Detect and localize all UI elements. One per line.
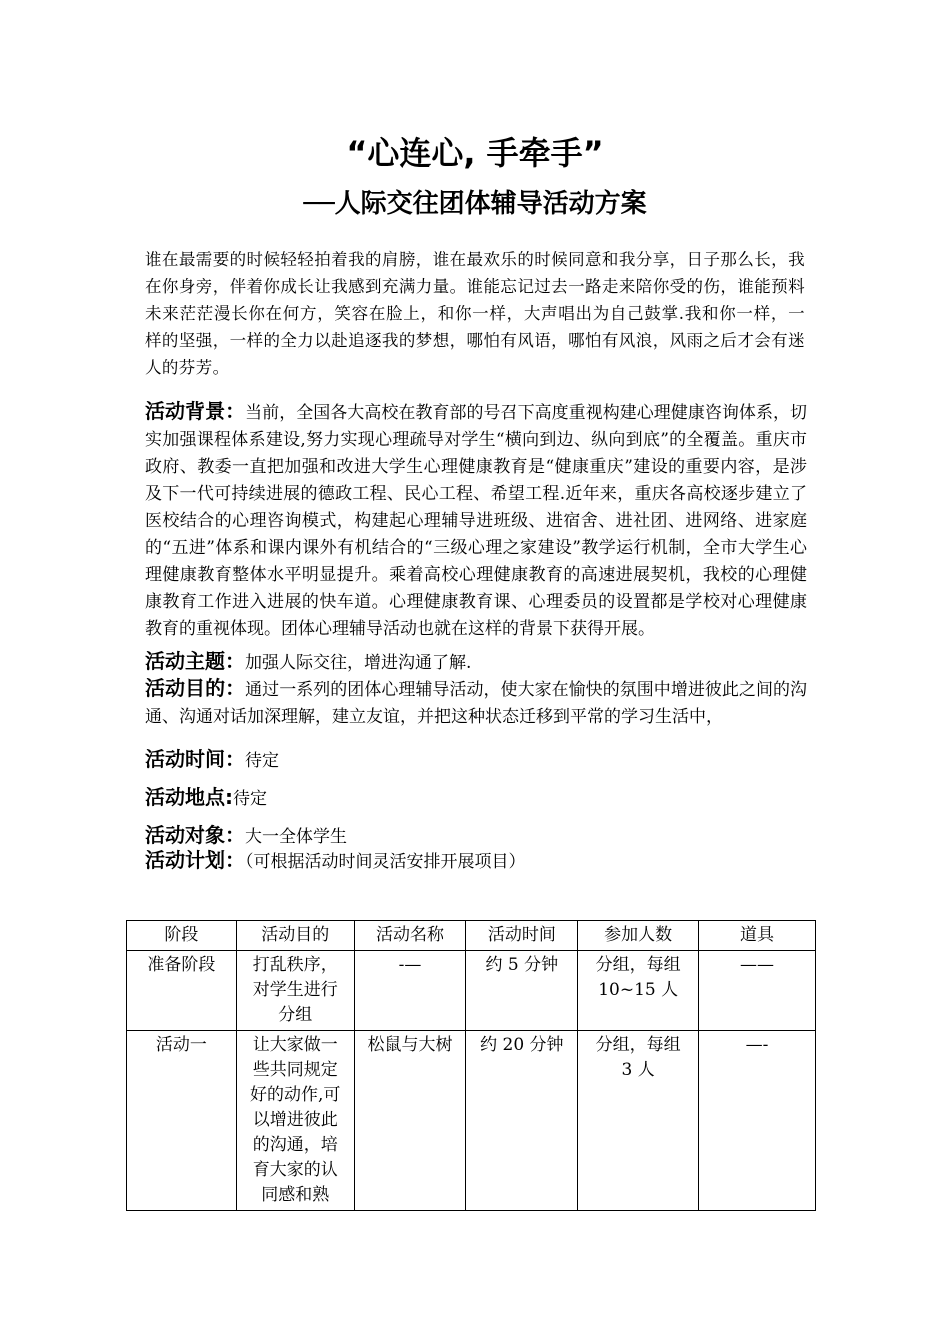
header-cell-purpose: 活动目的 — [236, 921, 354, 951]
intro-poem: 谁在最需要的时候轻轻拍着我的肩膀，谁在最欢乐的时候同意和我分享，日子那么长，我在你身旁，伴着你成长让我感到充满力量。谁能忘记过去一路走来陪你受的伤，谁能预料未来茫茫漫长你在何方，笑容在脸上，和你一样，大声唱出为自己鼓掌.我和你一样，一样的坚强，一样的全力以赴追逐我的梦想，哪怕有风语，哪怕有风浪，风雨之后才会有迷人的芬芳。 — [145, 250, 805, 377]
table-cell: 约 5 分钟 — [466, 951, 578, 1031]
table-header-row — [127, 921, 816, 951]
header-cell-props: 道具 — [699, 921, 816, 951]
table-cell: 分组，每组 10~15 人 — [578, 951, 699, 1031]
section-background — [145, 398, 807, 643]
header-cell-participants: 参加人数 — [578, 921, 699, 951]
header-cell-stage: 阶段 — [127, 921, 237, 951]
plan-label: 活动计划： — [145, 848, 245, 872]
table-cell: 分组，每组 3 人 — [578, 1031, 699, 1211]
plan-text: （可根据活动时间灵活安排开展项目） — [245, 852, 526, 872]
purpose-label: 活动目的： — [145, 676, 246, 700]
header-cell-time: 活动时间 — [466, 921, 578, 951]
table-cell: 打乱秩序，对学生进行分组 — [236, 951, 354, 1031]
section-place — [145, 784, 807, 813]
document-subtitle: ──人际交往团体辅导活动方案 — [303, 189, 647, 219]
header-cell-name: 活动名称 — [354, 921, 466, 951]
place-text: 待定 — [233, 789, 267, 809]
audience-text: 大一全体学生 — [245, 827, 347, 847]
table-row — [127, 951, 816, 1031]
section-plan — [145, 847, 807, 876]
section-theme — [145, 648, 807, 677]
time-label: 活动时间： — [145, 747, 245, 771]
purpose-text: 通过一系列的团体心理辅导活动，使大家在愉快的氛围中增进彼此之间的沟通、沟通对话加深理解，建立友谊，并把这种状态迁移到平常的学习生活中， — [145, 680, 808, 727]
theme-label: 活动主题： — [145, 649, 245, 673]
section-purpose — [145, 675, 807, 731]
table-cell: 准备阶段 — [127, 951, 237, 1031]
table-cell: -— — [354, 951, 466, 1031]
table-cell: —— — [699, 951, 816, 1031]
table-cell: 约 20 分钟 — [466, 1031, 578, 1211]
table-row — [127, 1031, 816, 1211]
time-text: 待定 — [245, 751, 279, 771]
section-time — [145, 746, 807, 775]
table-cell: 活动一 — [127, 1031, 237, 1211]
document-title: “心连心, 手牵手” — [346, 134, 604, 172]
theme-text: 加强人际交往，增进沟通了解. — [245, 653, 472, 673]
audience-label: 活动对象： — [145, 823, 245, 847]
background-text: 当前，全国各大高校在教育部的号召下高度重视构建心理健康咨询体系，切实加强课程体系建设,努力实现心理疏导对学生“横向到边、纵向到底”的全覆盖。重庆市政府、教委一直把加强和改进大学生心理健康教育是“健康重庆”建设的重要内容，是涉及下一代可持续进展的德政工程、民心工程、希望工程.近年来，重庆各高校逐步建立了医校结合的心理咨询模式，构建起心理辅导进班级、进宿舍、进社团、进网络、进家庭的“五进”体系和课内课外有机结合的“三级心理之家建设”教学运行机制，全市大学生心理健康教育整体水平明显提升。乘着高校心理健康教育的高速进展契机，我校的心理健康教育工作进入进展的快车道。心理健康教育课、心理委员的设置都是学校对心理健康教育的重视体现。团体心理辅导活动也就在这样的背景下获得开展。 — [145, 403, 808, 639]
place-label: 活动地点: — [145, 785, 233, 809]
table-cell: 松鼠与大树 — [354, 1031, 466, 1211]
background-label: 活动背景： — [145, 399, 246, 423]
table-cell: 让大家做一些共同规定好的动作,可以增进彼此的沟通，培育大家的认同感和熟 — [236, 1031, 354, 1211]
table-cell: —- — [699, 1031, 816, 1211]
activity-plan-table — [126, 920, 816, 1211]
